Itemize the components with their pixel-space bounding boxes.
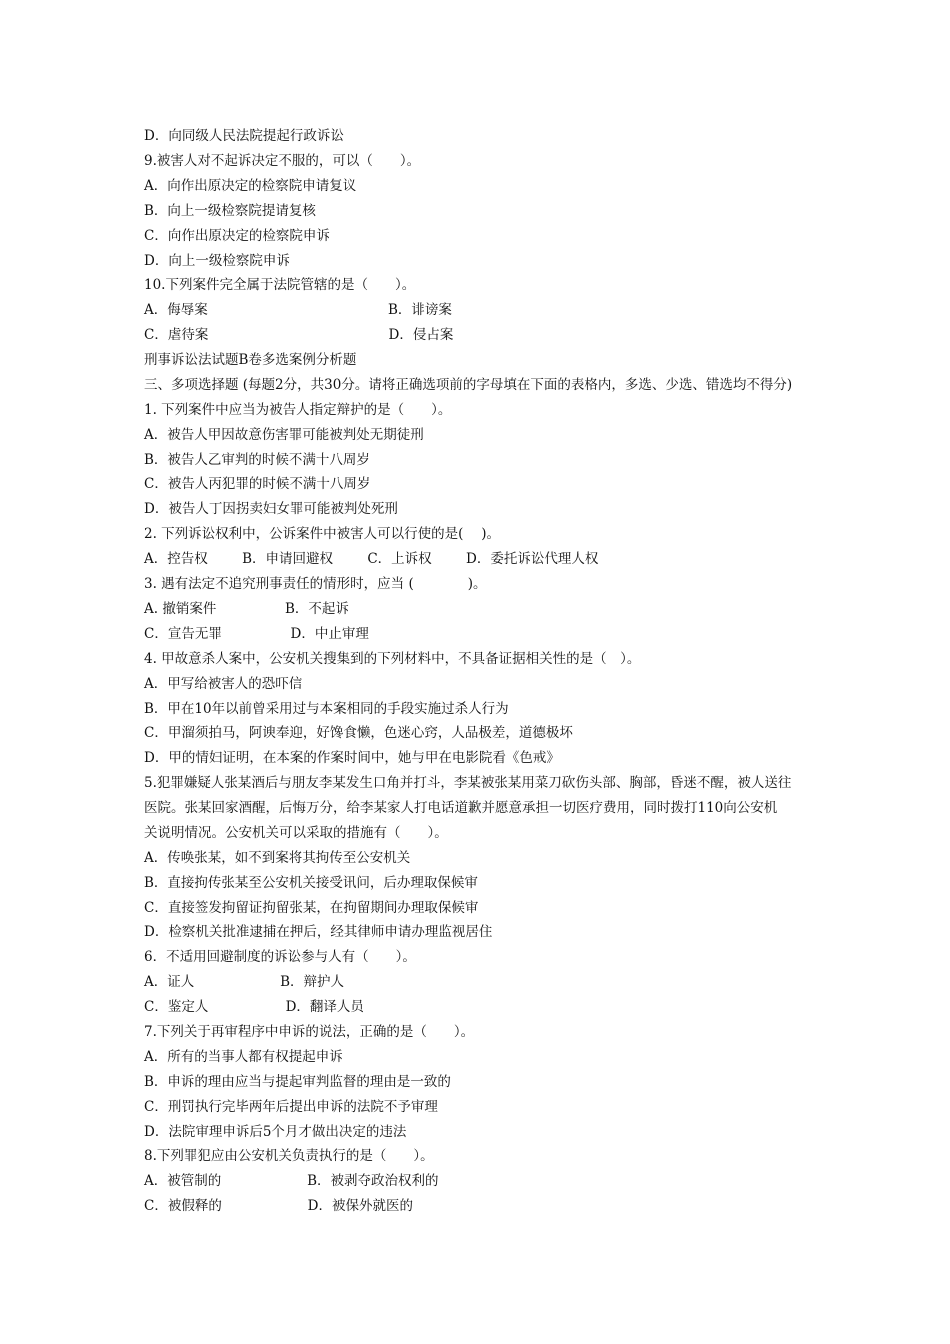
option-line: A．被告人甲因故意伤害罪可能被判处无期徒刑 (144, 427, 424, 443)
option-line: C．向作出原决定的检察院申诉 (144, 228, 330, 244)
option-line: A．控告权 B．申请回避权 C．上诉权 D．委托诉讼代理人权 (144, 551, 599, 567)
option-line: D．向上一级检察院申诉 (144, 253, 290, 269)
option-line: D．甲的情妇证明，在本案的作案时间中，她与甲在电影院看《色戒》 (144, 750, 560, 766)
text-line: D．向同级人民法院提起行政诉讼 (144, 128, 344, 144)
option-line: D．被告人丁因拐卖妇女罪可能被判处死刑 (144, 501, 398, 517)
option-line: A．所有的当事人都有权提起申诉 (144, 1049, 343, 1065)
section-heading: 三、多项选择题 (每题2分，共30分。请将正确选项前的字母填在下面的表格内，多选、少选、错选均不得分) (144, 377, 793, 393)
option-line: C．鉴定人 D．翻译人员 (144, 999, 364, 1015)
option-line: D．法院审理申诉后5个月才做出决定的违法 (144, 1124, 407, 1140)
question-line: 10.下列案件完全属于法院管辖的是（ ）。 (144, 277, 416, 293)
option-line: C．直接签发拘留证拘留张某，在拘留期间办理取保候审 (144, 900, 479, 916)
section-title: 刑事诉讼法试题B卷多选案例分析题 (144, 352, 357, 368)
option-line: C．宣告无罪 D．中止审理 (144, 626, 369, 642)
option-line: C．被假释的 D．被保外就医的 (144, 1198, 413, 1214)
question-line: 2. 下列诉讼权利中，公诉案件中被害人可以行使的是( )。 (144, 526, 500, 542)
option-line: A．甲写给被害人的恐吓信 (144, 676, 303, 692)
question-line: 医院。张某回家酒醒，后悔万分，给李某家人打电话道歉并愿意承担一切医疗费用，同时拨打110向公安机 (144, 800, 778, 816)
option-line: B．被告人乙审判的时候不满十八周岁 (144, 452, 370, 468)
question-line: 4. 甲故意杀人案中，公安机关搜集到的下列材料中，不具备证据相关性的是（ ）。 (144, 651, 641, 667)
option-line: A. 撤销案件 B．不起诉 (144, 601, 349, 617)
question-line: 6．不适用回避制度的诉讼参与人有（ ）。 (144, 949, 416, 965)
question-line: 1. 下列案件中应当为被告人指定辩护的是（ ）。 (144, 402, 452, 418)
question-line: 关说明情况。公安机关可以采取的措施有（ ）。 (144, 825, 448, 841)
option-line: D．检察机关批准逮捕在押后，经其律师申请办理监视居住 (144, 924, 493, 940)
option-line: C．被告人丙犯罪的时候不满十八周岁 (144, 476, 371, 492)
option-line: C．刑罚执行完毕两年后提出申诉的法院不予审理 (144, 1099, 438, 1115)
option-line: B．申诉的理由应当与提起审判监督的理由是一致的 (144, 1074, 451, 1090)
question-line: 8.下列罪犯应由公安机关负责执行的是（ ）。 (144, 1148, 434, 1164)
option-line: A．传唤张某，如不到案将其拘传至公安机关 (144, 850, 411, 866)
option-line: A．侮辱案 B．诽谤案 (144, 302, 452, 318)
option-line: B．甲在10年以前曾采用过与本案相同的手段实施过杀人行为 (144, 701, 509, 717)
option-line: B．向上一级检察院提请复核 (144, 203, 316, 219)
option-line: C．甲溜须拍马，阿谀奉迎，好馋食懒，色迷心窍，人品极差，道德极坏 (144, 725, 573, 741)
question-line: 3. 遇有法定不追究刑事责任的情形时，应当 ( )。 (144, 576, 487, 592)
option-line: C．虐待案 D．侵占案 (144, 327, 454, 343)
question-line: 7.下列关于再审程序中申诉的说法，正确的是（ ）。 (144, 1024, 475, 1040)
question-line: 9.被害人对不起诉决定不服的，可以（ ）。 (144, 153, 421, 169)
option-line: B．直接拘传张某至公安机关接受讯问，后办理取保候审 (144, 875, 478, 891)
option-line: A．被管制的 B．被剥夺政治权利的 (144, 1173, 439, 1189)
question-line: 5.犯罪嫌疑人张某酒后与朋友李某发生口角并打斗，李某被张某用菜刀砍伤头部、胸部，昏迷不醒，被人送往 (144, 775, 792, 791)
option-line: A．向作出原决定的检察院申请复议 (144, 178, 357, 194)
option-line: A．证人 B．辩护人 (144, 974, 344, 990)
